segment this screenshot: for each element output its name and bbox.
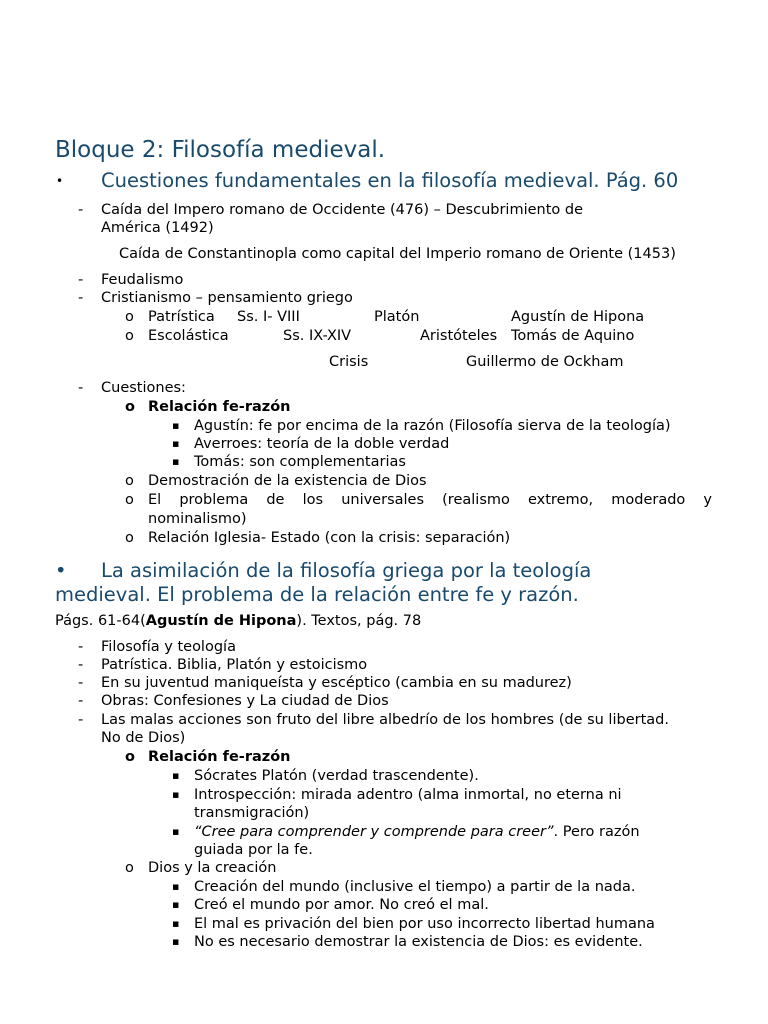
list-item-socrates: Sócrates Platón (verdad trascendente).: [194, 768, 479, 784]
square-marker: ▪: [172, 917, 180, 930]
list-item-fe-razon: Relación fe-razón: [148, 749, 291, 765]
period-philosopher: Aristóteles: [420, 328, 498, 344]
dash-marker: -: [78, 693, 84, 709]
dash-marker: -: [78, 639, 84, 655]
list-item-cuestiones: Cuestiones:: [101, 380, 186, 396]
pages-reference: [55, 612, 421, 630]
circle-marker: o: [125, 328, 134, 344]
dash-marker: -: [78, 272, 84, 288]
circle-marker: o: [125, 473, 134, 489]
cree-rest: . Pero razón: [553, 824, 640, 840]
list-item-malas-line1: Las malas acciones son fruto del libre albedrío de los hombres (de su libertad.: [101, 712, 669, 728]
circle-marker: o: [125, 309, 134, 325]
circle-marker: o: [125, 492, 134, 508]
circle-marker: o: [125, 860, 134, 876]
list-item-demostracion: Demostración de la existencia de Dios: [148, 473, 427, 489]
list-item-universales-line2: nominalismo): [148, 511, 247, 527]
square-marker: ▪: [172, 437, 180, 450]
section2-bullet: •: [55, 559, 67, 582]
period-author: Guillermo de Ockham: [466, 354, 624, 370]
period-name: Escolástica: [148, 328, 229, 344]
cree-quote: “Cree para comprender y comprende para creer”: [194, 824, 554, 840]
list-item-universales-line1: El problema de los universales (realismo extremo, moderado y: [148, 492, 712, 508]
section1-bullet: •: [56, 174, 64, 188]
dash-marker: -: [78, 380, 84, 396]
dash-marker: -: [78, 657, 84, 673]
list-item-creacion: El mal es privación del bien por uso incorrecto libertad humana: [194, 916, 655, 932]
list-item-fe-razon: Relación fe-razón: [148, 399, 291, 415]
section2-heading-line1: La asimilación de la filosofía griega por la teología: [101, 559, 592, 582]
list-item-feudalismo: Feudalismo: [101, 272, 184, 288]
square-marker: ▪: [172, 825, 180, 838]
period-name: Crisis: [329, 354, 369, 370]
dash-marker: -: [78, 675, 84, 691]
square-marker: ▪: [172, 880, 180, 893]
list-item-cree: [194, 823, 640, 841]
square-marker: ▪: [172, 769, 180, 782]
list-item-constantinopla: Caída de Constantinopla como capital del Imperio romano de Oriente (1453): [119, 246, 676, 262]
list-item-caida-line2: América (1492): [101, 220, 214, 236]
dash-marker: -: [78, 290, 84, 306]
dash-marker: -: [78, 202, 84, 218]
square-marker: ▪: [172, 788, 180, 801]
list-item-tomas: Tomás: son complementarias: [194, 454, 406, 470]
square-marker: ▪: [172, 935, 180, 948]
square-marker: ▪: [172, 898, 180, 911]
list-item: Filosofía y teología: [101, 639, 236, 655]
section2-heading-line2: medieval. El problema de la relación entre fe y razón.: [55, 583, 579, 606]
section1-heading: Cuestiones fundamentales en la filosofía medieval. Pág. 60: [101, 169, 679, 192]
period-century: Ss. I- VIII: [237, 309, 300, 325]
period-author: Agustín de Hipona: [511, 309, 645, 325]
list-item-introspeccion-line2: transmigración): [194, 805, 310, 821]
dash-marker: -: [78, 712, 84, 728]
period-author: Tomás de Aquino: [511, 328, 635, 344]
list-item-introspeccion-line1: Introspección: mirada adentro (alma inmortal, no eterna ni: [194, 787, 622, 803]
period-philosopher: Platón: [374, 309, 420, 325]
pages-prefix: Págs. 61-64(: [55, 613, 146, 629]
list-item-creacion: Creación del mundo (inclusive el tiempo) a partir de la nada.: [194, 879, 636, 895]
square-marker: ▪: [172, 419, 180, 432]
list-item-cristianismo: Cristianismo – pensamiento griego: [101, 290, 353, 306]
pages-suffix: ). Textos, pág. 78: [296, 613, 422, 629]
list-item: Obras: Confesiones y La ciudad de Dios: [101, 693, 389, 709]
period-name: Patrística: [148, 309, 215, 325]
list-item-agustin: Agustín: fe por encima de la razón (Filosofía sierva de la teología): [194, 418, 671, 434]
list-item-malas-line2: No de Dios): [101, 730, 186, 746]
circle-marker: o: [125, 530, 134, 546]
list-item: Patrística. Biblia, Platón y estoicismo: [101, 657, 368, 673]
circle-marker: o: [125, 399, 135, 415]
circle-marker: o: [125, 749, 135, 765]
list-item-creacion: No es necesario demostrar la existencia de Dios: es evidente.: [194, 934, 643, 950]
list-item: En su juventud maniqueísta y escéptico (cambia en su madurez): [101, 675, 572, 691]
list-item-iglesia: Relación Iglesia- Estado (con la crisis: separación): [148, 530, 511, 546]
list-item-averroes: Averroes: teoría de la doble verdad: [194, 436, 450, 452]
block-title: Bloque 2: Filosofía medieval.: [55, 137, 386, 163]
list-item-dios-creacion: Dios y la creación: [148, 860, 277, 876]
square-marker: ▪: [172, 455, 180, 468]
list-item-creacion: Creó el mundo por amor. No creó el mal.: [194, 897, 489, 913]
pages-author: Agustín de Hipona: [145, 613, 297, 629]
period-century: Ss. IX-XIV: [283, 328, 352, 344]
list-item-cree-line2: guiada por la fe.: [194, 842, 313, 858]
list-item-caida-line1: Caída del Impero romano de Occidente (476) – Descubrimiento de: [101, 202, 584, 218]
